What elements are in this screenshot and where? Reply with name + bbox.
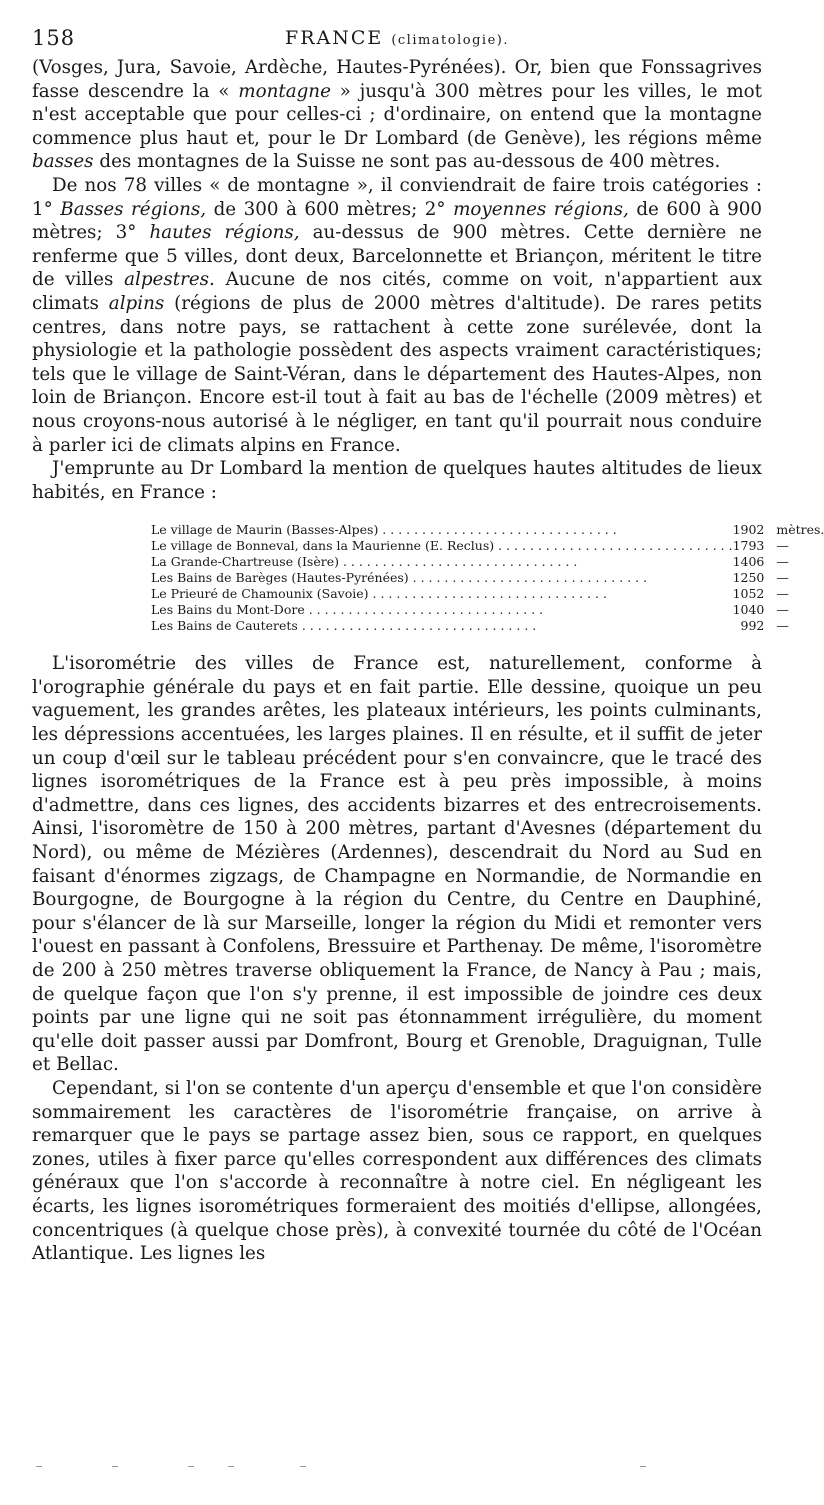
text-run: Basses régions, <box>60 198 207 220</box>
paragraph-3 <box>32 457 762 504</box>
altitude-unit: — <box>776 554 789 570</box>
page <box>32 22 824 1266</box>
text-run: alpestres. <box>124 269 215 291</box>
running-title <box>32 27 762 49</box>
table-row <box>151 602 824 618</box>
running-title-sub: (climatologie). <box>391 33 509 48</box>
text-run: alpins <box>108 292 165 314</box>
altitude-value: 992 <box>740 618 765 634</box>
altitude-unit: — <box>776 586 789 602</box>
place-name: La Grande-Chartreuse (Isère) . . . <box>151 554 733 570</box>
paragraph-5 <box>32 1077 762 1266</box>
place-name: Les Bains de Barèges (Hautes-Pyrénées) . . . <box>151 570 733 586</box>
altitude-unit: — <box>776 538 789 554</box>
paragraph-2 <box>32 174 762 457</box>
table-row <box>151 538 824 554</box>
place-name: Les Bains de Cauterets . . . <box>151 618 733 634</box>
altitude-value: 1406 <box>732 554 765 570</box>
text-run: (Vosges, Jura, Savoie, Ardèche, Hautes-Pyrénées). Or, bien que Fonssagrives fasse descendre la « <box>32 57 762 102</box>
altitude-unit: — <box>776 618 789 634</box>
altitude-value: 1902 <box>732 522 765 538</box>
place-name: Le Prieuré de Chamounix (Savoie) . . . <box>151 586 733 602</box>
text-run: De nos 78 villes « de montagne », il conviendrait de faire trois catégories : 1° <box>32 174 762 220</box>
altitude-value: 1040 <box>732 602 765 618</box>
table-row <box>151 554 824 570</box>
text-run: (régions de plus de 2000 mètres d'altitude). De rares petits centres, dans notre pays, se rattachent à cette zone surélevée, dont la physiologie et la pathologie possèdent des aspects vraiment caractéristiques; tels que le village de Saint-Véran, dans le département des Hautes-Alpes, non loin de Briançon. Encore est-il tout à fait au bas de l'échelle (2009 mètres) et nous croyons-nous autorisé à le négliger, en tant qu'il pourrait nous conduire à parler ici de climats alpins en France. <box>32 292 762 456</box>
running-header <box>32 22 762 56</box>
altitude-unit: — <box>776 602 789 618</box>
place-name: Le village de Bonneval, dans la Maurienne (E. Reclus) . . . <box>151 538 733 554</box>
paragraph-1 <box>32 56 762 174</box>
paragraph-4 <box>32 652 762 1077</box>
altitude-unit: — <box>776 570 789 586</box>
altitude-value: 1793 <box>732 538 765 554</box>
text-run: moyennes régions, <box>453 198 629 220</box>
table-row <box>151 618 824 634</box>
page-number: 158 <box>32 26 76 50</box>
text-run: des montagnes de la Suisse ne sont pas au-dessous de 400 mètres. <box>93 151 721 173</box>
text-run: de 300 à 600 mètres; 2° <box>206 198 454 220</box>
altitude-table <box>151 522 824 634</box>
table-row <box>151 522 824 538</box>
text-run: de 600 à 900 mètres; 3° <box>32 198 762 244</box>
table-row <box>151 586 824 602</box>
altitude-value: 1250 <box>732 570 765 586</box>
altitude-unit: mètres. <box>776 522 824 538</box>
text-run: basses <box>32 151 94 173</box>
place-name: Le village de Maurin (Basses-Alpes) . . . <box>151 522 733 538</box>
text-run: J'emprunte au Dr Lombard la mention de quelques hautes altitudes de lieux habités, en France : <box>32 458 762 503</box>
footer-marks <box>0 1466 800 1472</box>
text-run: au-dessus de 900 mètres. Cette dernière ne renferme que 5 villes, dont deux, Barcelonnette et Briançon, méritent le titre de villes <box>32 222 762 291</box>
place-name: Les Bains du Mont-Dore . . . <box>151 602 733 618</box>
text-run: » jusqu'à 300 mètres pour les villes, le mot n'est acceptable que pour celles-ci ; d'ordinaire, on entend que la montagne commence plus haut et, pour le Dr Lombard (de Genève), les régions même <box>32 80 763 149</box>
altitude-value: 1052 <box>732 586 765 602</box>
running-title-main: FRANCE <box>285 27 384 49</box>
text-run: Cependant, si l'on se contente d'un aperçu d'ensemble et que l'on considère sommairement les caractères de l'isorométrie française, on arrive à remarquer que le pays se partage assez bien, sous ce rapport, en quelques zones, utiles à fixer parce qu'elles correspondent aux différences des climats généraux que l'on s'accorde à reconnaître à notre ciel. En négligeant les écarts, les lignes isorométriques formeraient des moitiés d'ellipse, allongées, concentriques (à quelque chose près), à convexité tournée du côté de l'Océan Atlantique. Les lignes les <box>32 1077 762 1265</box>
text-run: hautes régions, <box>149 222 300 244</box>
text-run: Aucune de nos cités, comme on voit, n'appartient aux climats <box>32 269 762 314</box>
text-run: L'isorométrie des villes de France est, naturellement, conforme à l'orographie générale du pays et en fait partie. Elle dessine, quoique un peu vaguement, les grandes arêtes, les plateaux intérieurs, les points culminants, les dépressions accentuées, les larges plaines. Il en résulte, et il suffit de jeter un coup d'œil sur le tableau précédent pour s'en convaincre, que le tracé des lignes isorométriques de la France est à peu près impossible, à moins d'admettre, dans ces lignes, des accidents bizarres et des entrecroisements. Ainsi, l'isoromètre de 150 à 200 mètres, partant d'Avesnes (département du Nord), ou même de Mézières (Ardennes), descendrait du Nord au Sud en faisant d'énormes zigzags, de Champagne en Normandie, de Normandie en Bourgogne, de Bourgogne à la région du Centre, du Centre en Dauphiné, pour s'élancer de là sur Marseille, longer la région du Midi et remonter vers l'ouest en passant à Confolens, Bressuire et Parthenay. De même, l'isoromètre de 200 à 250 mètres traverse obliquement la France, de Nancy à Pau ; mais, de quelque façon que l'on s'y prenne, il est impossible de joindre ces deux points par une ligne qui ne soit pas étonnamment irrégulière, du moment qu'elle doit passer aussi par Domfront, Bourg et Grenoble, Draguignan, Tulle et Bellac. <box>32 653 762 1076</box>
text-run: montagne <box>238 80 331 102</box>
table-row <box>151 570 824 586</box>
